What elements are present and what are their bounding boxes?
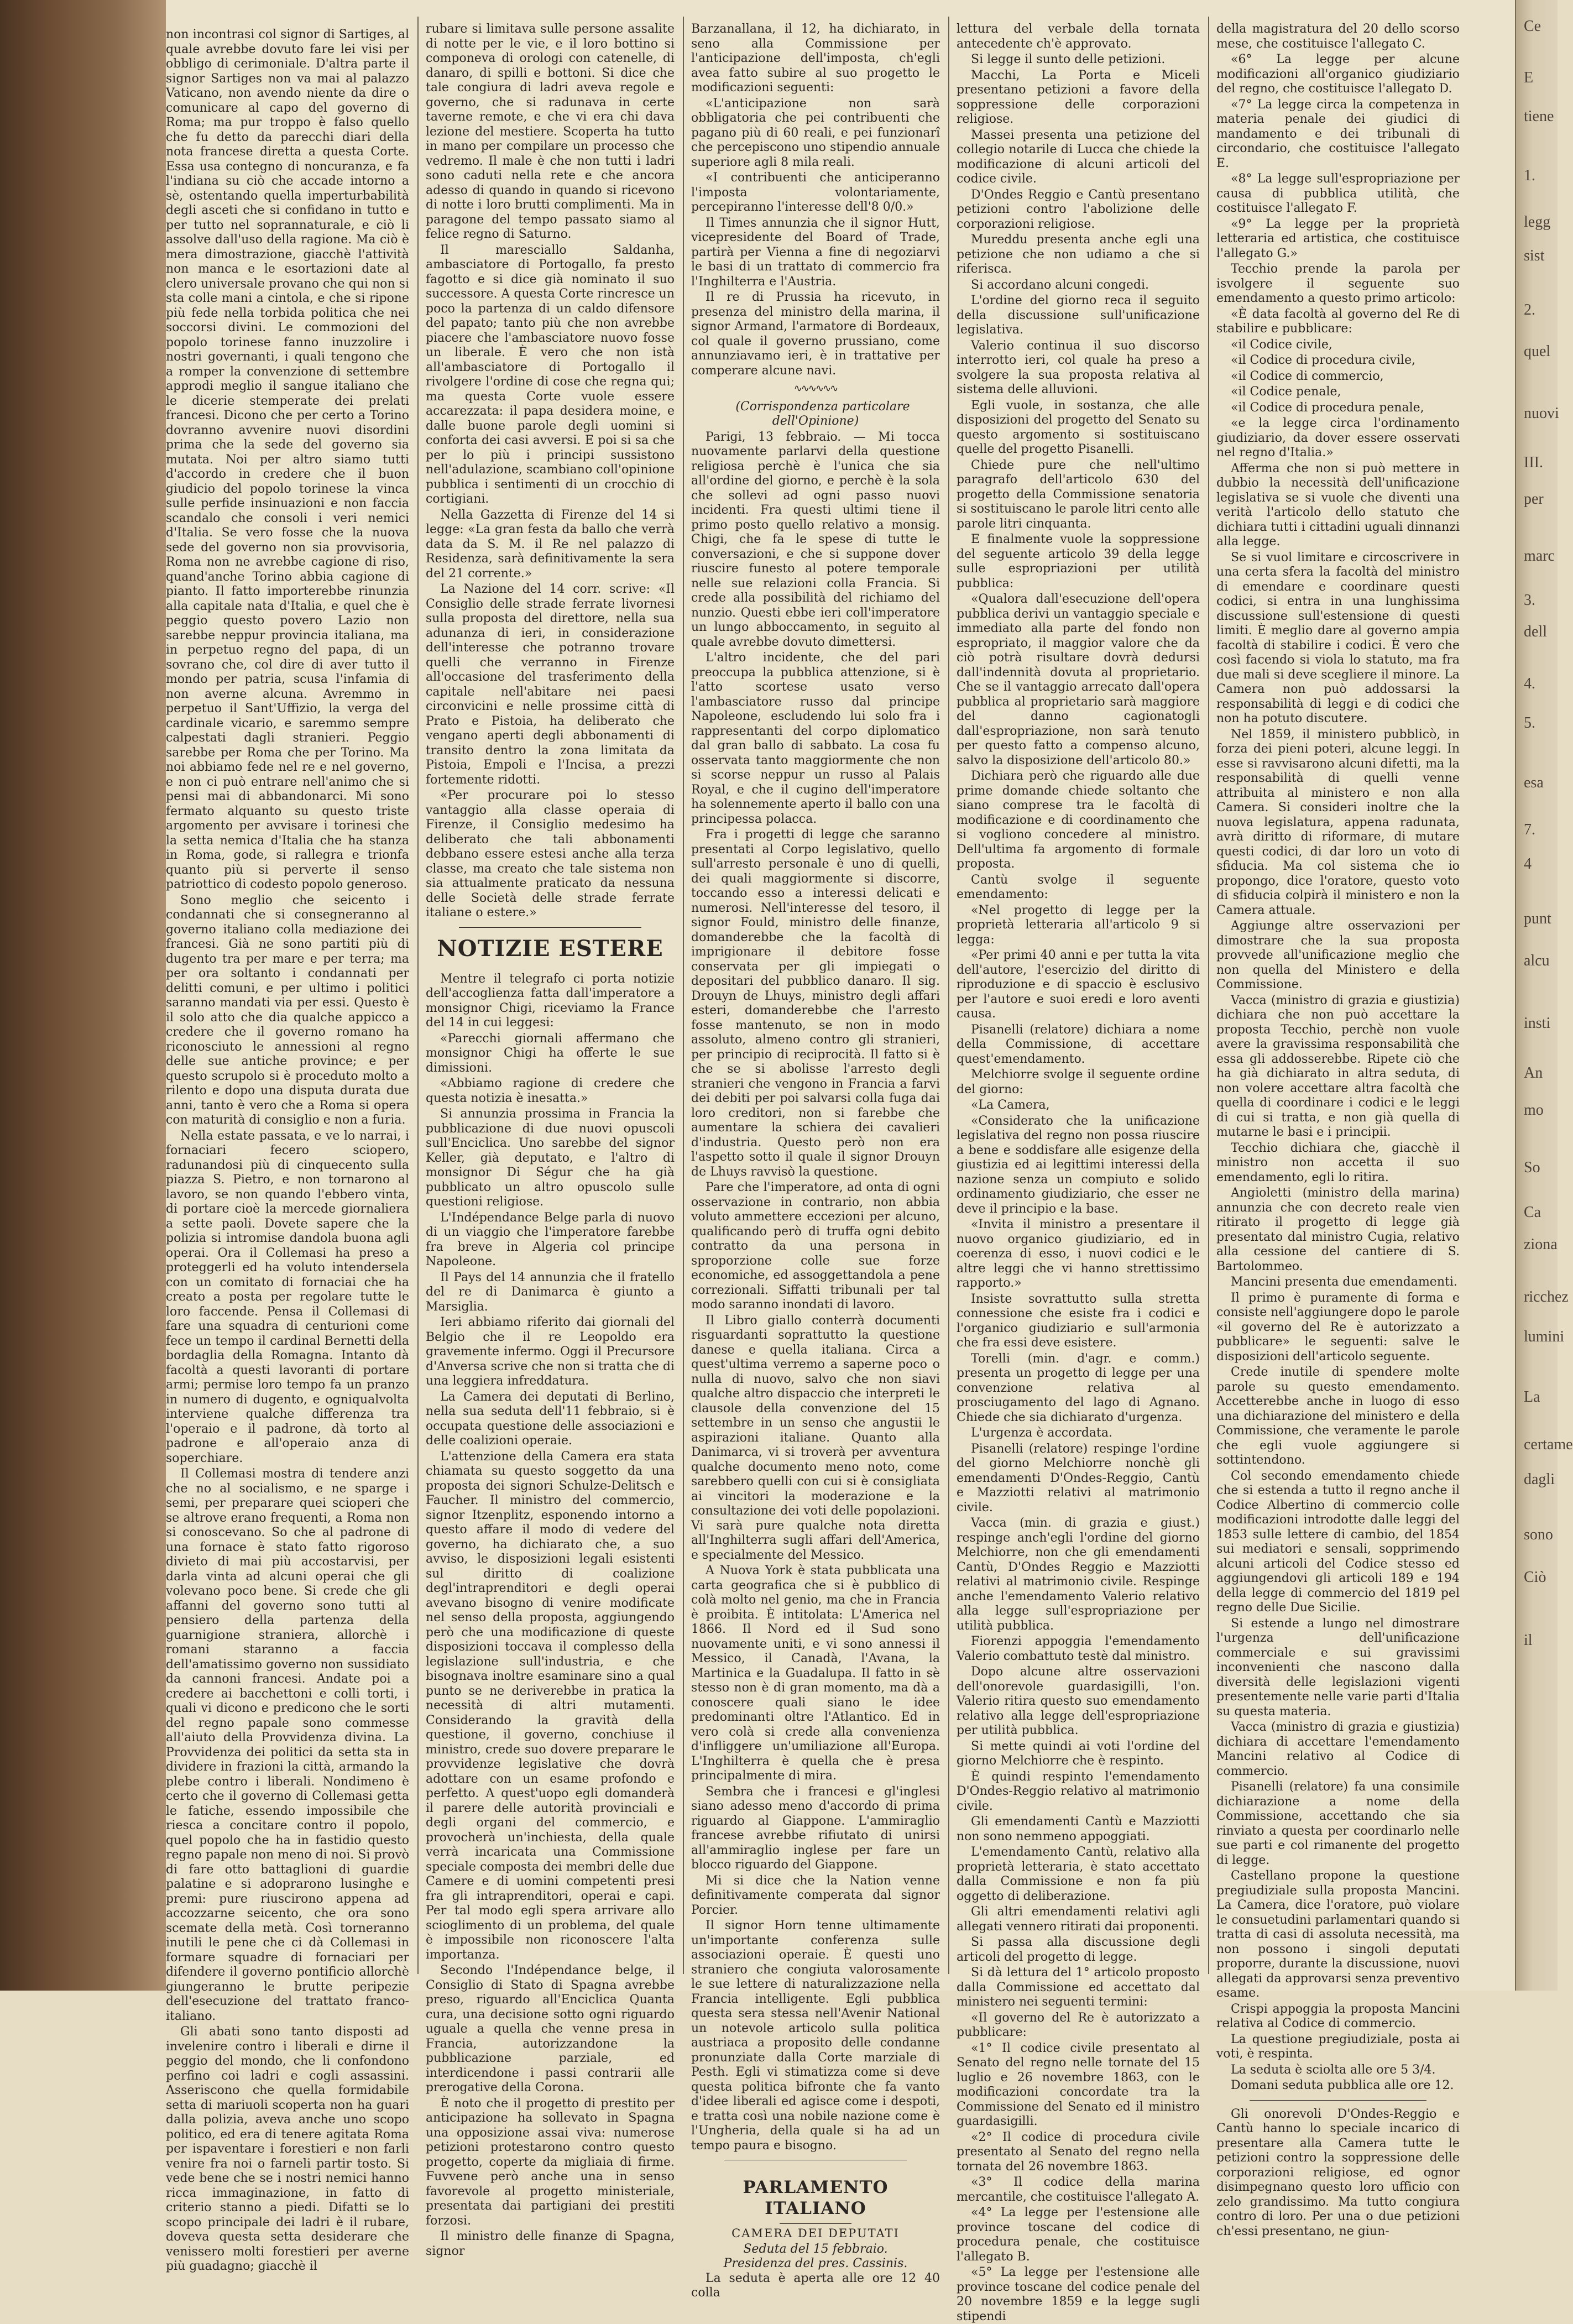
article-paragraph: «Qualora dall'esecuzione dell'opera pubblica derivi un vantaggio speciale e immediato alla parte del fondo non espropriato, il maggior valore che da ciò potrà risultare dovrà dedursi dall'indennità dovuta al proprietario. Che se il vantaggio arrecato dall'opera pubblica al proprietario sarà maggiore del danno cagionatogli dall'espropriazione, non sarà tenuto per questo fatto a compenso alcuno, salvo la disposizione dell'articolo 80.» — [957, 592, 1200, 767]
column-2 — [426, 22, 675, 2258]
article-paragraph: Aggiunge altre osservazioni per dimostrare che la sua proposta provvede all'unificazione meglio che non quella del Ministero e della Commissione. — [1216, 919, 1460, 991]
article-paragraph: Dichiara però che riguardo alle due prime domande chiede soltanto che siano comprese tra le facoltà di modificazione e di coordinamento che si vogliono concedere al ministro. Dell'ultima fa argomento di formale proposta. — [957, 769, 1200, 871]
edge-text-fragment: esa — [1524, 774, 1544, 791]
article-paragraph: «Per procurare poi lo stesso vantaggio alla classe operaia di Firenze, il Consiglio medesimo ha deliberato che tali abbonamenti debbano essere estesi anche alla terza classe, ma creato che tale sistema non sia attualmente praticato da nessuna delle Società delle strade ferrate italiane o estere.» — [426, 788, 675, 920]
edge-text-fragment: dagli — [1524, 1471, 1555, 1488]
article-paragraph: Nella Gazzetta di Firenze del 14 si legge: «La gran festa da ballo che verrà data da S. M. il Re nel palazzo di Residenza, sarà definitivamente la sera del 21 corrente.» — [426, 508, 675, 581]
article-paragraph: «5° La legge per l'estensione alle province toscane del codice penale del 20 novembre 1859 e la legge sugli stipendi — [957, 2265, 1200, 2323]
article-paragraph: Nella estate passata, e ve lo narrai, i fornaciari fecero sciopero, radunandosi più di cinquecento sulla piazza S. Pietro, e non tornarono al lavoro, se non quando l'ebbero vinta, di portare cioè la mercede giornaliera a sette paoli. Dovete sapere che la polizia si intromise dandola buona agli operai. Ora il Collemasi ha preso a proteggerli ed ha voluto intendersela con un comitato di fornaciai che ha creato a posta per regolare tutte le loro faccende. Pensa il Collemasi di fare una squadra di centurioni come fece un tempo il cardinal Bernetti della bordaglia della Romagna. Intanto dà facoltà a questi lavoranti di portare armi; permise loro tempo fa un pranzo in numero di dugento, e ogniqualvolta interviene qualche differenza tra l'operaio e il padrone, dà torto al padrone e all'operaio anza di soperchiare. — [166, 1129, 409, 1465]
article-paragraph: Pare che l'imperatore, ad onta di ogni osservazione in contrario, non abbia voluto ammettere eccezioni per alcuno, qualificando però di truffa ogni debito contratto da una persona in sproporzione colle sue forze economiche, ed assoggettandola a pene correzionali. Siffatti tribunali per tal modo saranno inondati di lavoro. — [691, 1181, 940, 1312]
edge-text-fragment: Ce — [1524, 18, 1541, 35]
article-paragraph: L'urgenza è accordata. — [971, 1426, 1112, 1440]
article-paragraph: «il Codice di procedura civile, — [1231, 353, 1416, 367]
article-paragraph: Si annunzia prossima in Francia la pubblicazione di due nuovi opuscoli sull'Enciclica. Uno sarebbe del signor Keller, già deputato, e l'altro di monsignor Di Ségur che ha già pubblicato un altro opuscolo sulle questioni religiose. — [426, 1107, 675, 1209]
article-paragraph: «7° La legge circa la competenza in materia penale dei giudici di mandamento e dei tribunali di circondario, che costituisce l'allegato E. — [1216, 97, 1460, 170]
article-paragraph: L'ordine del giorno reca il seguito della discussione sull'unificazione legislativa. — [957, 294, 1200, 337]
edge-text-fragment: 1. — [1524, 167, 1535, 184]
article-paragraph: Vacca (ministro di grazia e giustizia) dichiara che non può accettare la proposta Tecchio, perchè non vuole avere la gravissima responsabilità che essa gli addosserebbe. Ripete ciò che ha già dichiarato in altra seduta, di non volere accettare altra facoltà che quella di coordinare i codici e le leggi di cui si tratta, e non già quella di mutarne le basi e i principii. — [1216, 993, 1460, 1139]
edge-text-fragment: sist — [1524, 247, 1545, 264]
session-date: Seduta del 15 febbraio. — [743, 2242, 888, 2256]
article-paragraph: Tecchio dichiara che, giacchè il ministro non accetta il suo emendamento, egli lo ritira. — [1216, 1141, 1460, 1184]
edge-text-fragment: III. — [1524, 454, 1543, 471]
edge-text-fragment: Ca — [1524, 1204, 1541, 1221]
column-rule — [1208, 17, 1209, 1974]
article-paragraph: L'Indépendance Belge parla di nuovo di un viaggio che l'imperatore farebbe fra breve in Algeria col principe Napoleone. — [426, 1210, 675, 1268]
edge-text-fragment: punt — [1524, 910, 1551, 927]
edge-text-fragment: 4 — [1524, 855, 1532, 873]
edge-text-fragment: ziona — [1524, 1236, 1558, 1253]
article-paragraph: Nel 1859, il ministero pubblicò, in forza dei pieni poteri, alcune leggi. In esse si ravvisarono alcuni difetti, ma la responsabilità di quelli venne attribuita al ministero e non alla Camera. Si consideri inoltre che la nuova legislatura, appena radunata, avrà diritto di riformare, di mutare questi codici, di dar loro un voto di sfiducia. Ma col sistema che io propongo, dice l'oratore, questo voto di sfiducia colpirà il ministero e non la Camera attuale. — [1216, 727, 1460, 917]
edge-text-fragment: 5. — [1524, 714, 1535, 732]
edge-text-fragment: alcu — [1524, 952, 1550, 969]
section-heading: NOTIZIE ESTERE — [437, 935, 663, 962]
article-paragraph: Mureddu presenta anche egli una petizione che non udiamo a che si riferisca. — [957, 233, 1200, 276]
article-paragraph: Col secondo emendamento chiede che si estenda a tutto il regno anche il Codice Albertino di commercio colle modificazioni introdotte dalle leggi del 1853 sulle lettere di cambio, del 1854 sui mediatori e sensali, sopprimendo alcuni articoli del Codice stesso ed aggiungendovi gli articoli 189 e 194 della legge di commercio del 1819 pel regno delle Due Sicilie. — [1216, 1469, 1460, 1615]
article-paragraph: Fiorenzi appoggia l'emendamento Valerio combattuto testè dal ministro. — [957, 1634, 1200, 1663]
chamber-heading: CAMERA DEI DEPUTATI — [731, 2227, 900, 2240]
article-paragraph: (Corrispondenza particolare dell'Opinione) — [735, 399, 910, 428]
article-paragraph: A Nuova York è stata pubblicata una carta geografica che si è pubblico di colà molto nel genio, ma che in Francia è proibita. È intitolata: L'America nel 1866. Il Nord ed il Sud sono nuovamente uniti, e vi sono annessi il Messico, il Canadà, l'Avana, la Martinica e la Guadalupa. Il fatto in sè stesso non è di gran momento, ma dà a conoscere quali siano le idee predominanti oltre l'Atlantico. Ed in vero colà si crede alla convenienza d'infliggere un'umiliazione all'Europa. L'Inghilterra è quella che è presa principalmente di mira. — [691, 1564, 940, 1783]
edge-text-fragment: quel — [1524, 343, 1551, 360]
edge-text-fragment: sono — [1524, 1526, 1553, 1543]
article-paragraph: «6° La legge per alcune modificazioni all'organico giudiziario del regno, che costituisce l'allegato D. — [1216, 53, 1460, 96]
article-paragraph: «La Camera, — [971, 1098, 1050, 1112]
ornament-divider: ∿∿∿∿∿∿ — [793, 383, 838, 394]
article-paragraph: Valerio continua il suo discorso interrotto ieri, col quale ha preso a svolgere la sua proposta relativa al sistema delle alluvioni. — [957, 338, 1200, 396]
article-paragraph: Mancini presenta due emendamenti. — [1231, 1275, 1457, 1289]
article-paragraph: «È data facoltà al governo del Re di stabilire e pubblicare: — [1216, 307, 1460, 336]
article-paragraph: «il Codice di commercio, — [1231, 369, 1384, 383]
article-paragraph: La seduta è sciolta alle ore 5 3/4. — [1231, 2062, 1436, 2077]
edge-text-fragment: il — [1524, 1632, 1533, 1649]
article-paragraph: Pisanelli (relatore) respinge l'ordine del giorno Melchiorre nonchè gli emendamenti D'Ondes-Reggio, Cantù e Mazziotti relativi al matrimonio civile. — [957, 1442, 1200, 1514]
article-paragraph: Gli onorevoli D'Ondes-Reggio e Cantù hanno lo speciale incarico di presentare alla Camera tutte le petizioni contro la soppressione delle corporazioni religiose, ed ognor disimpegnano questo loro ufficio con zelo grandissimo. Ma tutto congiura contro di loro. Per una o due petizioni ch'essi presentano, ne giun- — [1216, 2107, 1460, 2238]
article-paragraph: Mi si dice che la Nation venne definitivamente comperata dal signor Porcier. — [691, 1873, 940, 1917]
parliament-heading: PARLAMENTO ITALIANO — [743, 2177, 889, 2218]
article-paragraph: Insiste sovrattutto sulla stretta connessione che esiste fra i codici e l'organico giudiziario e sull'armonia che fra essi deve esistere. — [957, 1292, 1200, 1350]
article-paragraph: «I contribuenti che anticiperanno l'imposta volontariamente, percepiranno l'interesse dell'8 0/0.» — [691, 171, 940, 214]
column-1 — [166, 28, 409, 2273]
edge-text-fragment: tiene — [1524, 108, 1554, 125]
next-page-edge — [1515, 0, 1573, 1991]
article-paragraph: «Il governo del Re è autorizzato a pubblicare: — [957, 2010, 1200, 2039]
column-rule — [417, 17, 419, 1974]
article-paragraph: D'Ondes Reggio e Cantù presentano petizioni contro l'abolizione delle corporazioni religiose. — [957, 187, 1200, 231]
article-paragraph: Chiede pure che nell'ultimo paragrafo dell'articolo 630 del progetto della Commissione senatoria si sostituiscano le parole litri cento alle parole litri cinquanta. — [957, 458, 1200, 531]
edge-text-fragment: ricchez — [1524, 1288, 1569, 1305]
article-paragraph: Barzanallana, il 12, ha dichiarato, in seno alla Commissione per l'anticipazione dell'imposta, ch'egli avea fatto subire al suo progetto le modificazioni seguenti: — [691, 22, 940, 95]
edge-text-fragment: 3. — [1524, 592, 1535, 609]
article-paragraph: Si passa alla discussione degli articoli del progetto di legge. — [957, 1935, 1200, 1964]
article-paragraph: Fra i progetti di legge che saranno presentati al Corpo legislativo, quello sull'arresto personale è uno di quelli, dei quali maggiormente si discorre, toccando esso a interessi delicati e numerosi. Nell'interesse del tesoro, il signor Fould, ministro delle finanze, domanderebbe che la facoltà di imprigionare il debitore fosse conservata per gli impiegati o depositari del pubblico danaro. Il sig. Drouyn de Lhuys, ministro degli affari esteri, domanderebbe che l'arresto fosse mantenuto, se non in modo assoluto, almeno contro gli stranieri, per principio di reciprocità. Il fatto si è che se si abolisse l'arresto degli stranieri che vengono in Francia a farvi dei debiti per poi salvarsi colla fuga dai loro creditori, non si farebbe che aumentare la schiera dei cavalieri d'industria. Questo però non era l'aspetto sotto il quale il signor Drouyn de Lhuys ravvisò la questione. — [691, 828, 940, 1179]
article-paragraph: Egli vuole, in sostanza, che alle disposizioni del progetto del Senato su questo argomento si sostituiscano quelle del progetto Pisanelli. — [957, 398, 1200, 456]
article-paragraph: Il Pays del 14 annunzia che il fratello del re di Danimarca è giunto a Marsiglia. — [426, 1270, 675, 1314]
rule-line — [1250, 2100, 1426, 2101]
column-3 — [691, 22, 940, 2300]
article-paragraph: Se si vuol limitare e circoscrivere in una certa sfera la facoltà del ministro di emendare e coordinare questi codici, si entra in una lunghissima discussione sull'estensione di questi limiti. È meglio dare al governo ampia facoltà di stabilire i codici. È vero che così facendo si viola lo statuto, ma fra due mali si deve scegliere il minore. La Camera non può addossarsi la responsabilità di leggi e di codici che non ha potuto discutere. — [1216, 550, 1460, 725]
article-paragraph: «Abbiamo ragione di credere che questa notizia è inesatta.» — [426, 1077, 675, 1105]
session-president: Presidenza del pres. Cassinis. — [723, 2257, 908, 2270]
article-paragraph: Crispi appoggia la proposta Mancini relativa al Codice di commercio. — [1216, 2002, 1460, 2030]
edge-text-fragment: mo — [1524, 1101, 1544, 1119]
article-paragraph: Pisanelli (relatore) fa una consimile dichiarazione a nome della Commissione, accettando che sia rinviato a questa per coordinarlo nelle sue parti e col rimanente del progetto di legge. — [1216, 1780, 1460, 1867]
book-binding — [0, 0, 166, 1991]
edge-text-fragment: marc — [1524, 547, 1555, 565]
article-paragraph: Gli altri emendamenti relativi agli allegati vennero ritirati dai proponenti. — [957, 1905, 1200, 1934]
edge-text-fragment: nuovi — [1524, 405, 1559, 422]
article-paragraph: Si accordano alcuni congedi. — [971, 278, 1149, 292]
column-4 — [957, 22, 1200, 2323]
article-paragraph: «4° La legge per l'estensione alle province toscane del codice di procedura penale, che costituisce l'allegato B. — [957, 2206, 1200, 2264]
article-paragraph: «Invita il ministro a presentare il nuovo organico giudiziario, ed in coerenza di esso, i nuovi codici e le altre leggi che vi hanno strettissimo rapporto.» — [957, 1218, 1200, 1290]
edge-text-fragment: 7. — [1524, 821, 1535, 838]
article-paragraph: Vacca (ministro di grazia e giustizia) dichiara di accettare l'emendamento Mancini relativo al Codice di commercio. — [1216, 1720, 1460, 1778]
article-paragraph: Pisanelli (relatore) dichiara a nome della Commissione, di accettare quest'emendamento. — [957, 1022, 1200, 1066]
article-paragraph: della magistratura del 20 dello scorso mese, che costituisce l'allegato C. — [1216, 22, 1460, 51]
article-paragraph: Dopo alcune altre osservazioni dell'onorevole guardasigilli, l'on. Valerio ritira questo suo emendamento relativo alla legge dell'espropriazione per utilità pubblica. — [957, 1665, 1200, 1737]
column-5 — [1216, 22, 1460, 2238]
column-rule — [683, 17, 684, 1974]
edge-text-fragment: certame — [1524, 1436, 1573, 1453]
article-paragraph: Afferma che non si può mettere in dubbio la necessità dell'unificazione legislativa se si vuole che diventi una verità l'articolo dello statuto che dichiara tutti i cittadini uguali dinnanzi alla legge. — [1216, 461, 1460, 549]
edge-text-fragment: per — [1524, 490, 1544, 508]
edge-text-fragment: 4. — [1524, 675, 1535, 692]
article-paragraph: «Parecchi giornali affermano che monsignor Chigi ha offerte le sue dimissioni. — [426, 1031, 675, 1075]
edge-text-fragment: 2. — [1524, 301, 1535, 318]
article-paragraph: «3° Il codice della marina mercantile, che costituisce l'allegato A. — [957, 2175, 1200, 2204]
edge-text-fragment: dell — [1524, 623, 1547, 640]
article-paragraph: Macchi, La Porta e Miceli presentano petizioni a favore della soppressione delle corporazioni religiose. — [957, 68, 1200, 126]
article-paragraph: «L'anticipazione non sarà obbligatoria che pei contribuenti che pagano più di 60 reali, e pei funzionarî che percepiscono uno stipendio annuale superiore agli 8 mila reali. — [691, 96, 940, 169]
article-paragraph: «Per primi 40 anni e per tutta la vita dell'autore, l'esercizio del diritto di riproduzione e di spaccio è esclusivo per l'autore e suoi eredi e loro aventi causa. — [957, 948, 1200, 1021]
article-paragraph: «1° Il codice civile presentato al Senato del regno nelle tornate del 15 luglio e 26 novembre 1863, con le modificazioni concordate tra la Commissione del Senato ed il ministro guardasigilli. — [957, 2041, 1200, 2128]
article-paragraph: Si estende a lungo nel dimostrare l'urgenza dell'unificazione commerciale e sui gravissimi inconvenienti che nascono dalla diversità delle legislazioni vigenti presentemente nelle varie parti d'Italia su questa materia. — [1216, 1616, 1460, 1719]
article-paragraph: Cantù svolge il seguente emendamento: — [957, 873, 1200, 901]
article-paragraph: «il Codice penale, — [1231, 385, 1341, 399]
article-paragraph: La Nazione del 14 corr. scrive: «Il Consiglio delle strade ferrate livornesi sulla proposta del direttore, nella sua adunanza di ieri, in considerazione dell'interesse che potranno trovare quelli che verranno in Firenze all'occasione del trasferimento della capitale nell'abitare nei paesi circonvicini e nelle prossime città di Prato e Pistoia, ha deliberato che vengano aperti degli abbonamenti di transito dentro la zona limitata da Pistoia, Empoli e l'Incisa, a prezzi fortemente ridotti. — [426, 582, 675, 787]
rule-line — [780, 2223, 851, 2224]
article-paragraph: È noto che il progetto di prestito per anticipazione ha sollevato in Spagna una opposizione assai viva: numerose petizioni protestarono contro questo progetto, coperte da migliaia di firme. Fuvvene però anche una in senso favorevole al progetto ministeriale, presentata dai partigiani dei prestiti forzosi. — [426, 2096, 675, 2228]
article-paragraph: «Considerato che la unificazione legislativa del regno non possa riuscire a bene e soddisfare alle esigenze della giustizia ed ai legittimi interessi della nazione senza un compiuto e solido ordinamento giudiziario, che esser ne deve il principio e la base. — [957, 1114, 1200, 1216]
article-paragraph: non incontrasi col signor di Sartiges, al quale avrebbe dovuto fare lei visi per obbligo di cerimoniale. D'altra parte il signor Sartiges non va mai al palazzo Vaticano, non avendo niente da dire o comunicare al capo del governo di Roma; ma pur troppo è falso quello che fu detto da parecchi diari della nota francese diretta a questa Corte. Essa usa contegno di noncuranza, e fa l'indiana su ciò che accade intorno a sè, ostentando quella imperturbabilità degli asceti che si confidano in tutto e per tutto nel soprannaturale, e ciò li assolve dall'uso della ragione. Ma ciò è mera dimostrazione, giacchè l'attività non manca e le esortazioni date al clero universale provano che qui non si sta colle mani a cintola, e che si ripone più fede nella torbida politica che nei soccorsi divini. Le commozioni del popolo torinese fanno inuzzolire i nostri governanti, i quali tengono che a romper la convenzione di settembre approdi meglio il sangue italiano che le dicerie stemperate dei prelati francesi. Dicono che per certo a Torino dovranno avvenire nuovi disordini prima che la sede del governo sia mutata. Noi per altro siamo tutti d'accordo in credere che il buon giudicio del popolo torinese la vinca sulle perfide insinuazioni e non faccia scandalo che consoli i veri nemici d'Italia. Se vero fosse che la nuova sede del governo non sia provvisoria, Roma non ne avrebbe cagione di riso, quand'anche Torino abbia cagione di pianto. Il fatto importerebbe rinunzia alla capitale nata d'Italia, e quel che è peggio questo povero Lazio non sarebbe neppur provincia italiana, ma in perpetuo regno del papa, di un sovrano che, col dire di aver tutto il mondo per patria, scusa l'infamia di non averne alcuna. Avremmo in perpetuo il Sant'Uffizio, la verga del cardinale vicario, e saremmo sempre calpestati dagli stranieri. Peggio sarebbe per Roma che per Torino. Ma noi abbiamo fede nel re e nel governo, e non ci può entrare nell'animo che si pensi mai di abbandonarci. Mi sono fermato alquanto su questo triste argomento per avvisare i torinesi che la setta nemica d'Italia che ha stanza in Roma, gode, si rallegra e trionfa quanto più si perverte il senso patriottico di codesto popolo generoso. — [166, 28, 409, 891]
article-paragraph: «8° La legge sull'espropriazione per causa di pubblica utilità, che costituisce l'allegato F. — [1216, 172, 1460, 215]
article-paragraph: La Camera dei deputati di Berlino, nella sua seduta dell'11 febbraio, si è occupata questione delle associazioni e delle coalizioni operaie. — [426, 1390, 675, 1448]
article-paragraph: La seduta è aperta alle ore 12 40 colla — [691, 2271, 940, 2300]
edge-text-fragment: La — [1524, 1388, 1540, 1406]
article-paragraph: È quindi respinto l'emendamento D'Ondes-Reggio relativo al matrimonio civile. — [957, 1769, 1200, 1813]
edge-text-fragment: Ciò — [1524, 1569, 1546, 1586]
article-paragraph: «9° La legge per la proprietà letteraria ed artistica, che costituisce l'allegato G.» — [1216, 217, 1460, 260]
article-paragraph: «e la legge circa l'ordinamento giudiziario, da dover essere osservati nel regno d'Italia.» — [1216, 416, 1460, 459]
article-paragraph: Sono meglio che seicento i condannati che si consegneranno al governo italiano colla mediazione dei francesi. Già ne sono partiti più di dugento tra per mare e per terra; ma per ora soltanto i condannati per delitti comuni, e per ultimo i politici saranno mandati via per essi. Questo è il solo atto che dia qualche appicco a credere che il governo romano ha riconosciuto le annessioni al regno delle sue antiche province; e per questo scrupolo si è proceduto molto a rilento e dopo una disputa durata due anni, tanto è vero che a Roma si opera con maturità di consiglio e non a furia. — [166, 893, 409, 1127]
article-paragraph: Sembra che i francesi e gl'inglesi siano adesso meno d'accordo di prima riguardo al Giappone. L'ammiraglio francese avrebbe rifiutato di unirsi all'ammiraglio inglese per fare un blocco riguardo del Giappone. — [691, 1784, 940, 1872]
article-paragraph: Il re di Prussia ha ricevuto, in presenza del ministro della marina, il signor Armand, l'armatore di Bordeaux, col quale il governo prussiano, come annunziavamo ieri, è in trattative per comperare alcune navi. — [691, 290, 940, 378]
article-paragraph: La questione pregiudiziale, posta ai voti, è respinta. — [1216, 2032, 1460, 2061]
article-paragraph: Massei presenta una petizione del collegio notarile di Lucca che chiede la modificazione di alcuni articoli del codice civile. — [957, 128, 1200, 186]
article-paragraph: Domani seduta pubblica alle ore 12. — [1231, 2078, 1454, 2092]
article-paragraph: Angioletti (ministro della marina) annunzia che con decreto reale vien ritirato il progetto di legge già presentato dal ministro Cugia, relativo alla cessione del cantiere di S. Bartolommeo. — [1216, 1186, 1460, 1273]
article-paragraph: L'emendamento Cantù, relativo alla proprietà letteraria, è stato accettato dalla Commissione e non fa più oggetto di deliberazione. — [957, 1845, 1200, 1903]
article-paragraph: Il maresciallo Saldanha, ambasciatore di Portogallo, fa presto fagotto e si dice già nominato il suo successore. A questa Corte rincresce un poco la partenza di un caldo difensore del papato; tanto più che non avrebbe piacere che l'ambasciatore nuovo fosse un liberale. È vero che non istà all'ambasciatore di Portogallo il rivolgere l'ordine di cose che regna qui; ma questa Corte vuole essere accarezzata: il papa desidera moine, e dalle buone parole degli uomini si conforta dei casi avversi. E poi si sa che per lo più i principi sussistono nell'adulazione, scambiano coll'opinione pubblica i sentimenti di un crocchio di cortigiani. — [426, 243, 675, 506]
column-rule — [948, 17, 949, 1974]
article-paragraph: Secondo l'Indépendance belge, il Consiglio di Stato di Spagna avrebbe preso, riguardo all'Enciclica Quanta cura, una decisione sotto ogni riguardo uguale a quella che venne presa in Francia, autorizzandone la pubblicazione parziale, ed interdicendone i passi contrarii alle prerogative della Corona. — [426, 1963, 675, 2095]
article-paragraph: E finalmente vuole la soppressione del seguente articolo 39 della legge sulle espropriazioni per utilità pubblica: — [957, 532, 1200, 591]
article-paragraph: L'attenzione della Camera era stata chiamata su questo soggetto da una proposta dei signori Schulze-Delitsch e Faucher. Il ministro del commercio, signor Itzenplitz, esponendo intorno a questo affare il modo di vedere del governo, ha dichiarato che, a suo avviso, le disposizioni legali esistenti sul diritto di coalizione degl'intraprenditori e degli operai avevano bisogno di venire modificate nel senso della proposta, aggiungendo però che una modificazione di queste disposizioni toccava il complesso della legislazione sull'industria, e che bisognava inoltre esaminare sino a qual punto se ne deriverebbe in pratica la necessità di altri mutamenti. Considerando la gravità della questione, il governo, conchiuse il ministro, crede suo dovere preparare le provvidenze legislative che dovrà adottare con un esame profondo e perfetto. A quest'uopo egli domanderà il parere delle autorità provinciali e degli organi del commercio, e provocherà un'inchiesta, della quale verrà incaricata una Commissione speciale composta dei membri delle due Camere e di uomini competenti presi fra gli intraprenditori, operai e capi. Per tal modo egli spera arrivare allo scioglimento di un problema, del quale è impossibile non riconoscere l'alta importanza. — [426, 1449, 675, 1962]
article-paragraph: Mentre il telegrafo ci porta notizie dell'accoglienza fatta dall'imperatore a monsignor Chigi, riceviamo la France del 14 in cui leggesi: — [426, 972, 675, 1030]
article-paragraph: Si legge il sunto delle petizioni. — [971, 53, 1166, 66]
article-paragraph: «2° Il codice di procedura civile presentato al Senato del regno nella tornata del 26 novembre 1863. — [957, 2130, 1200, 2174]
newspaper-page — [166, 0, 1515, 2323]
article-paragraph: Melchiorre svolge il seguente ordine del giorno: — [957, 1068, 1200, 1096]
article-paragraph: L'altro incidente, che del pari preoccupa la pubblica attenzione, si è l'atto scortese usato verso l'ambasciatore russo dal principe Napoleone, escludendo lui solo fra i rappresentanti del corpo diplomatico dal gran ballo di sabbato. La cosa fu osservata tanto maggiormente che non si scorse neppur un russo al Palais Royal, e che il cugino dell'imperatore ha solennemente aperto il ballo con una principessa polacca. — [691, 651, 940, 826]
article-paragraph: Il primo è puramente di forma e consiste nell'aggiungere dopo le parole «il governo del Re è autorizzato a pubblicare» le seguenti: salve le disposizioni dell'articolo seguente. — [1216, 1291, 1460, 1364]
article-paragraph: «il Codice civile, — [1231, 337, 1332, 352]
article-paragraph: Castellano propone la questione pregiudiziale sulla proposta Mancini. La Camera, dice l'oratore, può violare le consuetudini parlamentari quando si tratta di casi di assoluta necessità, ma non possono i singoli deputati proporre, durante la discussione, nuovi allegati da approvarsi senza preventivo esame. — [1216, 1869, 1460, 2000]
edge-text-fragment: E — [1524, 69, 1534, 86]
edge-text-fragment: So — [1524, 1159, 1540, 1176]
article-paragraph: Gli abati sono tanto disposti ad invelenire contro i liberali e dirne il peggio del mondo, che li confondono perfino coi ladri e cogli assassini. Asseriscono che quella formidabile setta di mariuoli scoperta non ha guari dalla polizia, aveva anche uno scopo politico, ed era di tenere agitata Roma per ispaventare i forestieri e non farli venire fra noi o farneli partir tosto. Si vede bene che se i nostri nemici hanno ricca immaginazione, in fatto di criterio stanno a piedi. Difatti se lo scopo principale dei ladri è il rubare, doveva questa setta desiderare che venissero molti forestieri per averne più guadagno; giacchè il — [166, 2025, 409, 2273]
article-paragraph: Crede inutile di spendere molte parole su questo emendamento. Accetterebbe anche in luogo di esso una dichiarazione del ministero e della Commissione, che veramente le parole che egli vuole aggiungere si sottintendono. — [1216, 1365, 1460, 1467]
article-paragraph: Ieri abbiamo riferito dai giornali del Belgio che il re Leopoldo era gravemente infermo. Oggi il Precursore d'Anversa scrive che non si tratta che di una leggiera infreddatura. — [426, 1315, 675, 1388]
edge-text-fragment: lumini — [1524, 1328, 1565, 1345]
article-paragraph: Vacca (min. di grazia e giust.) respinge anch'egli l'ordine del giorno Melchiorre, non che gli emendamenti Cantù, D'Ondes Reggio e Mazziotti relativi al matrimonio civile. Respinge anche l'emendamento Valerio relativo alla legge sull'espropriazione per utilità pubblica. — [957, 1516, 1200, 1633]
article-paragraph: Gli emendamenti Cantù e Mazziotti non sono nemmeno appoggiati. — [957, 1815, 1200, 1843]
rule-line — [459, 927, 641, 928]
edge-text-fragment: An — [1524, 1064, 1543, 1082]
article-paragraph: Il signor Horn tenne ultimamente un'importante conferenza sulle associazioni operaie. È questi uno straniero che congiuta valorosamente le sue lettere di naturalizzazione nella Francia intelligente. Egli pubblica questa sera stessa nell'Avenir National un notevole articolo sulla politica austriaca a proposito delle condanne pronunziate dalla Corte marziale di Pesth. Egli vi stimatizza come si deve questa politica bifronte che fa vanto d'idee liberali ed agisce come i despoti, e tratta così una nobile nazione come è l'Ungheria, della quale si ha ad un tempo paura e bisogno. — [691, 1919, 940, 2153]
article-paragraph: «il Codice di procedura penale, — [1231, 400, 1424, 415]
edge-text-fragment: legg — [1524, 213, 1551, 231]
article-paragraph: Tecchio prende la parola per isvolgere il seguente suo emendamento a questo primo articolo: — [1216, 262, 1460, 305]
article-paragraph: Il Times annunzia che il signor Hutt, vicepresidente del Board of Trade, partirà per Vienna a fine di negoziarvi le basi di un trattato di commercio fra l'Inghilterra e l'Austria. — [691, 216, 940, 289]
article-paragraph: lettura del verbale della tornata antecedente ch'è approvato. — [957, 22, 1200, 51]
article-paragraph: Il Libro giallo conterrà documenti risguardanti soprattutto la questione danese e quella italiana. Circa a quest'ultima verremo a saperne poco o nulla di nuovo, salvo che non siavi qualche altro dispaccio che interpreti le clausole della convenzione del 15 settembre in un senso che angustii le aspirazioni italiane. Quanto alla Danimarca, vi si troverà per avventura qualche documento meno noto, come sarebbero quelli con cui si è consigliata ai vincitori la moderazione e la consultazione dei voti delle popolazioni. Vi sarà pure qualche nota diretta all'Inghilterra sugli affari dell'America, e specialmente del Messico. — [691, 1313, 940, 1562]
article-paragraph: Il ministro delle finanze di Spagna, signor — [426, 2229, 675, 2258]
edge-text-fragment: insti — [1524, 1015, 1551, 1032]
article-paragraph: Il Collemasi mostra di tendere anzi che no al socialismo, e ne sparge i semi, per preparare quei scioperi che se altrove erano frequenti, a Roma non si conoscevano. So che al padrone di una fornace è stato fatto rigoroso divieto di mai più accostarvisi, per darla vinta ad alcuni operai che gli volevano poco bene. Si crede che gli affanni del governo sono tutti al pensiero della partenza della guarnigione straniera, allorchè i romani staranno a faccia dell'amatissimo governo non sussidiato da cannoni francesi. Andate poi a credere ai bacchettoni e colli torti, i quali vi dicono e predicono che le sorti del regno papale sono commesse all'aiuto della Provvidenza divina. La Provvidenza dei politici da setta sta in dividere in frazioni la città, armando la plebe contro i liberali. Nondimeno è certo che il governo di Collemasi getta le fatiche, essendo impossibile che riesca a concitare contro il popolo, quel popolo che ha in fastidio questo regno papale non meno di noi. Si provò di fare otto battaglioni di guardie palatine e si adoprarono lusinghe e premi: pure riuscirono appena ad accozzarne seicento, che ora sono scemate della metà. Così torneranno inutili le pene che ci dà Collemasi in formare squadre di fornaciari per difendere il governo pontificio allorchè giungeranno le brutte peripezie dell'esecuzione del trattato franco-italiano. — [166, 1467, 409, 2023]
article-paragraph: Si dà lettura del 1° articolo proposto dalla Commissione ed accettato dal ministero nei seguenti termini: — [957, 1966, 1200, 2009]
article-paragraph: Torelli (min. d'agr. e comm.) presenta un progetto di legge per una convenzione relativa al prosciugamento del lago di Agnano. Chiede che sia dichiarato d'urgenza. — [957, 1351, 1200, 1424]
article-paragraph: «Nel progetto di legge per la proprietà letteraria all'articolo 9 si legga: — [957, 903, 1200, 947]
article-paragraph: Parigi, 13 febbraio. — Mi tocca nuovamente parlarvi della questione religiosa perchè è l'unica che sia all'ordine del giorno, e perchè è la sola che sollevi ad ogni passo nuovi incidenti. Fra questi ultimi tiene il primo posto quello relativo a monsig. Chigi, che fa le spese di tutte le conversazioni, e che si suppone dover riuscire funesto al potere temporale nelle sue relazioni colla Francia. Si crede alla possibilità del richiamo del nunzio. Questi ebbe ieri coll'imperatore un lungo abboccamento, in seguito al quale avrebbe dovuto dimettersi. — [691, 430, 940, 649]
article-paragraph: rubare si limitava sulle persone assalite di notte per le vie, e il loro bottino si componeva di orologi con catenelle, di danaro, di spilli e bottoni. Si dice che tale congiura di ladri aveva regole e governo, che si radunava in certe taverne remote, e che vi era chi dava lezione del mestiere. Scoperta ha tutto in mano per compilare un processo che vedremo. Il male è che non tutti i ladri sono caduti nella rete e che ancora adesso di quando in quando si ricevono di notte i loro brutti complimenti. Ma in paragone del tempo passato siamo al felice regno di Saturno. — [426, 22, 675, 241]
article-paragraph: Si mette quindi ai voti l'ordine del giorno Melchiorre che è respinto. — [957, 1739, 1200, 1768]
